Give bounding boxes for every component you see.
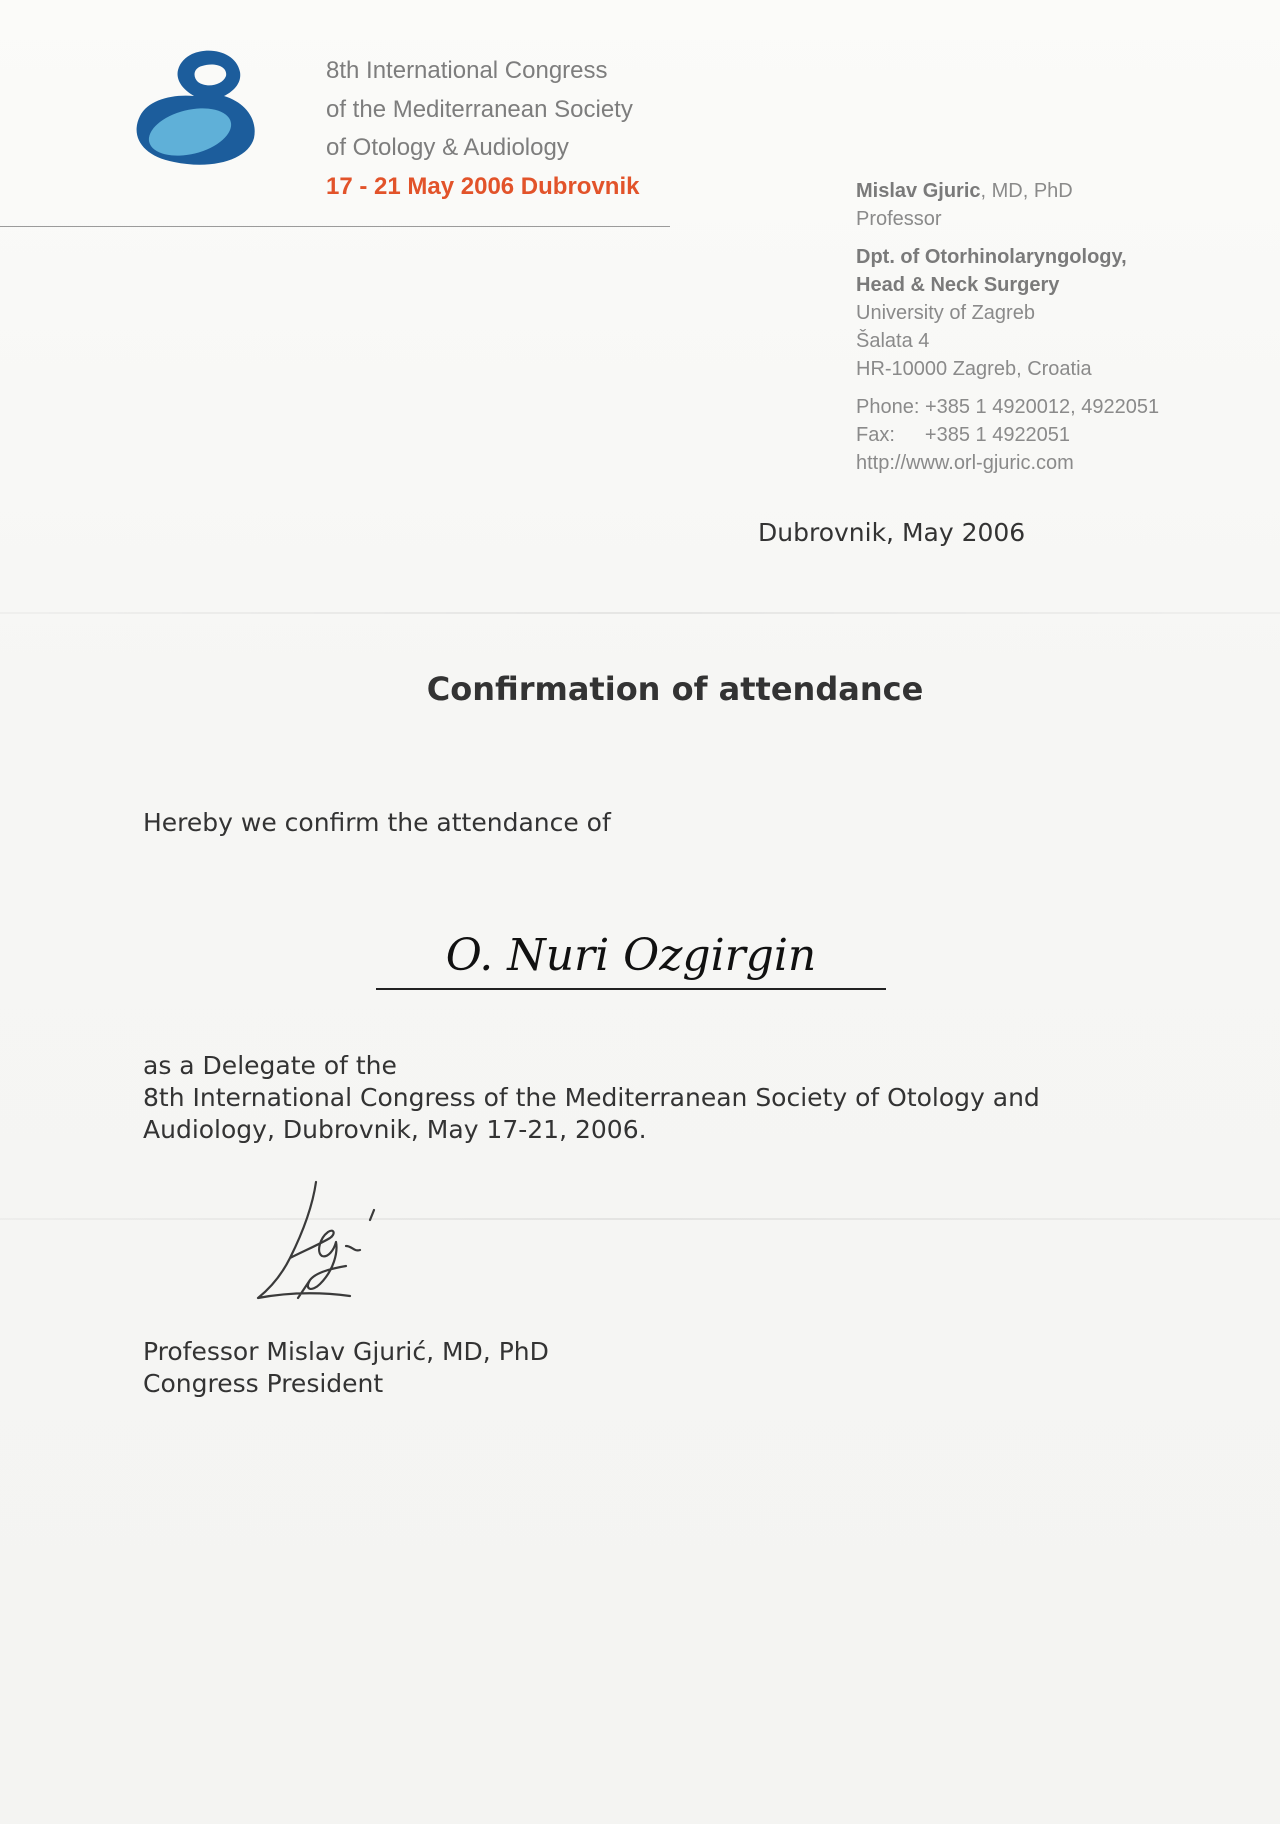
congress-name-line3: of Otology & Audiology [326, 134, 569, 161]
city-address: HR-10000 Zagreb, Croatia [856, 358, 1092, 380]
website-link[interactable]: http://www.orl-gjuric.com [856, 452, 1074, 474]
name-underline [376, 988, 886, 990]
congress-dates: 17 - 21 May 2006 Dubrovnik [326, 172, 640, 200]
signer-name: Professor Mislav Gjurić, MD, PhD [143, 1337, 549, 1366]
phone-number: Phone: +385 1 4920012, 4922051 [856, 396, 1160, 418]
header-divider [0, 226, 670, 227]
sender-degrees: , MD, PhD [980, 180, 1073, 202]
department-line1: Dpt. of Otorhinolaryngology, [856, 246, 1127, 268]
statement-line3: Audiology, Dubrovnik, May 17-21, 2006. [143, 1115, 647, 1144]
congress-name-line2: of the Mediterranean Society [326, 95, 633, 123]
signer-role: Congress President [143, 1369, 384, 1398]
handwritten-signature [250, 1180, 400, 1305]
fax-label: Fax: [856, 424, 895, 446]
signer-block [143, 1336, 549, 1400]
sender-title: Professor [856, 208, 942, 230]
delegate-statement [143, 1050, 1040, 1146]
sender-contact-block [856, 177, 1159, 477]
congress-letterhead [326, 52, 639, 206]
congress-logo [132, 48, 282, 168]
university: University of Zagreb [856, 302, 1035, 324]
fax-number: +385 1 4922051 [924, 424, 1071, 446]
paper-fold-line [0, 1218, 1280, 1220]
letter-title: Confirmation of attendance [426, 670, 924, 708]
place-and-date: Dubrovnik, May 2006 [758, 518, 1026, 547]
department-line2: Head & Neck Surgery [856, 274, 1060, 296]
congress-name-line1: 8th International Congress [326, 57, 608, 84]
statement-line1: as a Delegate of the [143, 1051, 397, 1080]
sender-name: Mislav Gjuric [856, 180, 981, 202]
statement-line2: 8th International Congress of the Mediterranean Society of Otology and [143, 1083, 1040, 1112]
street-address: Šalata 4 [856, 330, 930, 352]
delegate-name: O. Nuri Ozgirgin [445, 930, 817, 981]
intro-text: Hereby we confirm the attendance of [143, 808, 611, 837]
paper-fold-line [0, 612, 1280, 614]
